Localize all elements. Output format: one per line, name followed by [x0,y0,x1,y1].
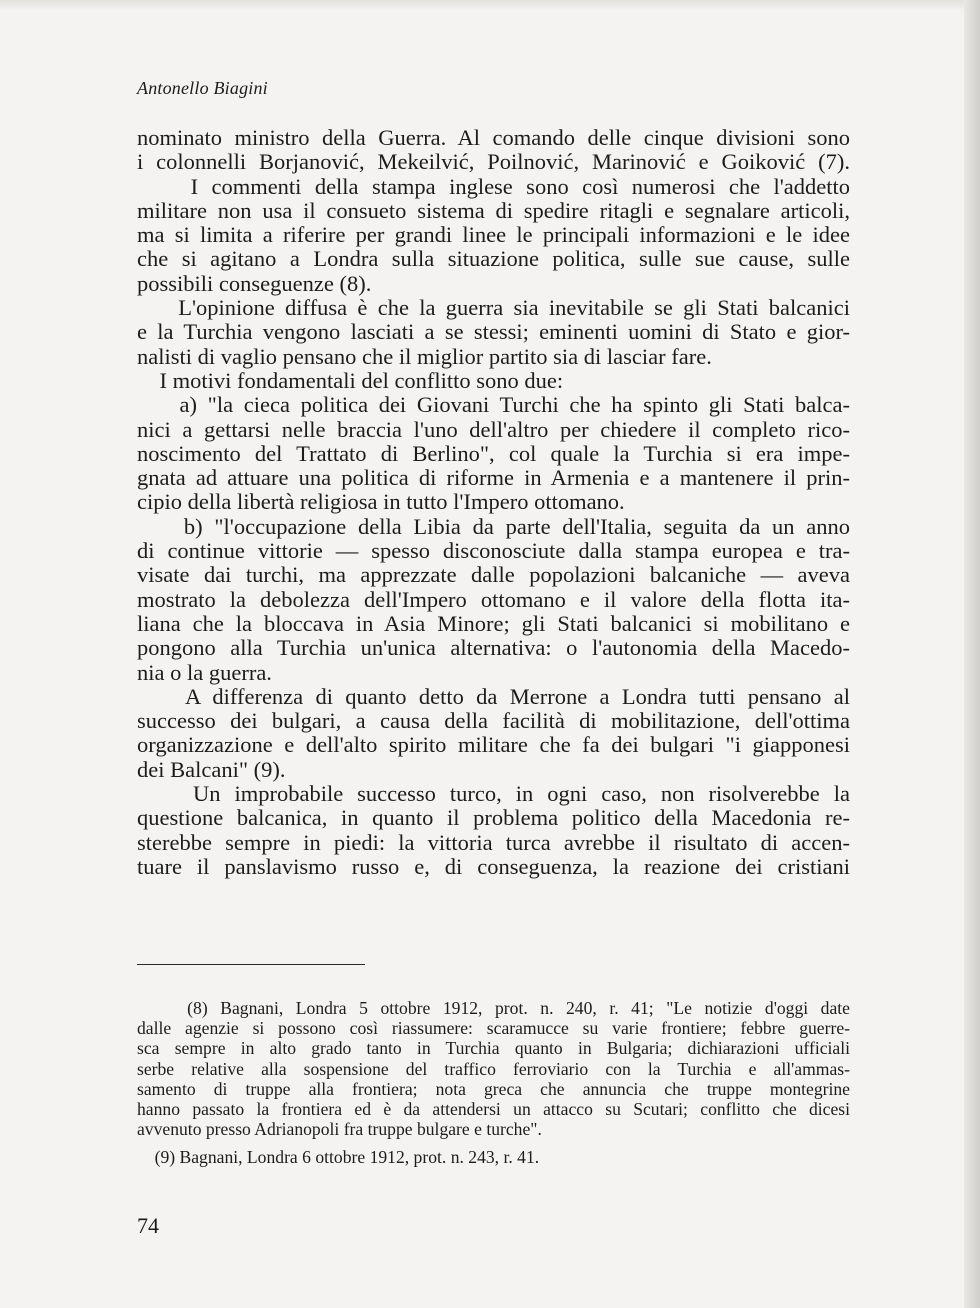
footnote-line: (8) Bagnani, Londra 5 ottobre 1912, prot. n. 240, r. 41; "Le notizie d'oggi date [137,998,850,1018]
body-line: nominato ministro della Guerra. Al comando delle cinque divisioni sono [137,125,850,150]
body-line: organizzazione e dell'alto spirito militare che fa dei bulgari "i giapponesi [137,732,850,758]
body-line: di continue vittorie — spesso disconosciute dalla stampa europea e tra- [137,538,850,564]
body-line: ma si limita a riferire per grandi linee le principali informazioni e le idee [137,222,850,248]
body-line: nalisti di vaglio pensano che il miglior partito sia di lasciar fare. [137,343,712,369]
scan-shadow-top [0,0,980,10]
body-line: nici a gettarsi nelle braccia l'uno dell'altro per chiedere il completo rico- [137,416,850,442]
body-line: visate dai turchi, ma apprezzate dalle popolazioni balcaniche — aveva [137,562,850,588]
running-head-author: Antonello Biagini [137,78,268,98]
footnote-line: serbe relative alla sospensione del traffico ferroviario con la Turchia e all'ammas- [137,1058,850,1079]
body-line: sterebbe sempre in piedi: la vittoria turca avrebbe il risultato di accen- [137,829,850,855]
body-line: mostrato la debolezza dell'Impero ottomano e il valore della flotta ita- [137,586,850,612]
body-line: militare non usa il consueto sistema di spedire ritagli e segnalare articoli, [137,197,850,223]
body-line: che si agitano a Londra sulla situazione politica, sulle sue cause, sulle [137,246,850,272]
body-line: i colonnelli Borjanović, Mekeilvić, Poilnović, Marinović e Goiković (7). [137,149,850,175]
body-line: a) "la cieca politica dei Giovani Turchi che ha spinto gli Stati balca- [137,392,850,418]
body-line: e la Turchia vengono lasciati a se stessi; eminenti uomini di Stato e gior- [137,319,850,345]
footnote-spacer [137,1139,850,1147]
body-line: questione balcanica, in quanto il problema politico della Macedonia re- [137,805,850,831]
body-line: gnata ad attuare una politica di riforme in Armenia e a mantenere il prin- [137,465,850,491]
footnote [137,1147,850,1167]
body-text [137,126,850,879]
page-number: 74 [137,1213,159,1238]
body-line: b) "l'occupazione della Libia da parte dell'Italia, seguita da un anno [137,513,850,539]
body-line: I commenti della stampa inglese sono così numerosi che l'addetto [137,173,850,199]
body-line: possibili conseguenze (8). [137,270,372,296]
body-line: L'opinione diffusa è che la guerra sia inevitabile se gli Stati balcanici [137,295,850,321]
body-line: pongono alla Turchia un'unica alternativa: o l'autonomia della Macedo- [137,635,850,661]
body-line: Un improbabile successo turco, in ogni caso, non risolverebbe la [137,781,850,807]
body-line: I motivi fondamentali del conflitto sono due: [137,367,564,393]
body-line: nia o la guerra. [137,659,272,685]
footnotes [137,998,850,1168]
footnote-line: dalle agenzie si possono così riassumere: scaramucce su varie frontiere; febbre guerre- [137,1018,850,1039]
body-line: liana che la bloccava in Asia Minore; gli Stati balcanici si mobilitano e [137,610,850,636]
footnote-line: sca sempre in alto grado tanto in Turchia quanto in Bulgaria; dichiarazioni ufficiali [137,1038,850,1059]
body-line: tuare il panslavismo russo e, di conseguenza, la reazione dei cristiani [137,853,850,879]
body-line: noscimento del Trattato di Berlino", col quale la Turchia si era impe- [137,440,850,466]
body-line: A differenza di quanto detto da Merrone a Londra tutti pensano al [137,683,850,709]
scan-shadow-right-edge [964,0,980,1308]
body-line: cipio della libertà religiosa in tutto l'Impero ottomano. [137,489,625,515]
footnote-line: avvenuto presso Adrianopoli fra truppe bulgare e turche". [137,1119,542,1140]
footnote [137,998,850,1139]
footnote-separator-rule [137,964,365,965]
footnote-line: samento di truppe alla frontiera; nota greca che annuncia che truppe montegrine [137,1078,850,1099]
footnote-line: (9) Bagnani, Londra 6 ottobre 1912, prot. n. 243, r. 41. [137,1147,540,1168]
body-line: successo dei bulgari, a causa della facilità di mobilitazione, dell'ottima [137,708,850,734]
body-line: dei Balcani" (9). [137,756,286,782]
footnote-line: hanno passato la frontiera ed è da attendersi un attacco su Scutari; conflitto che dicesi [137,1098,850,1119]
